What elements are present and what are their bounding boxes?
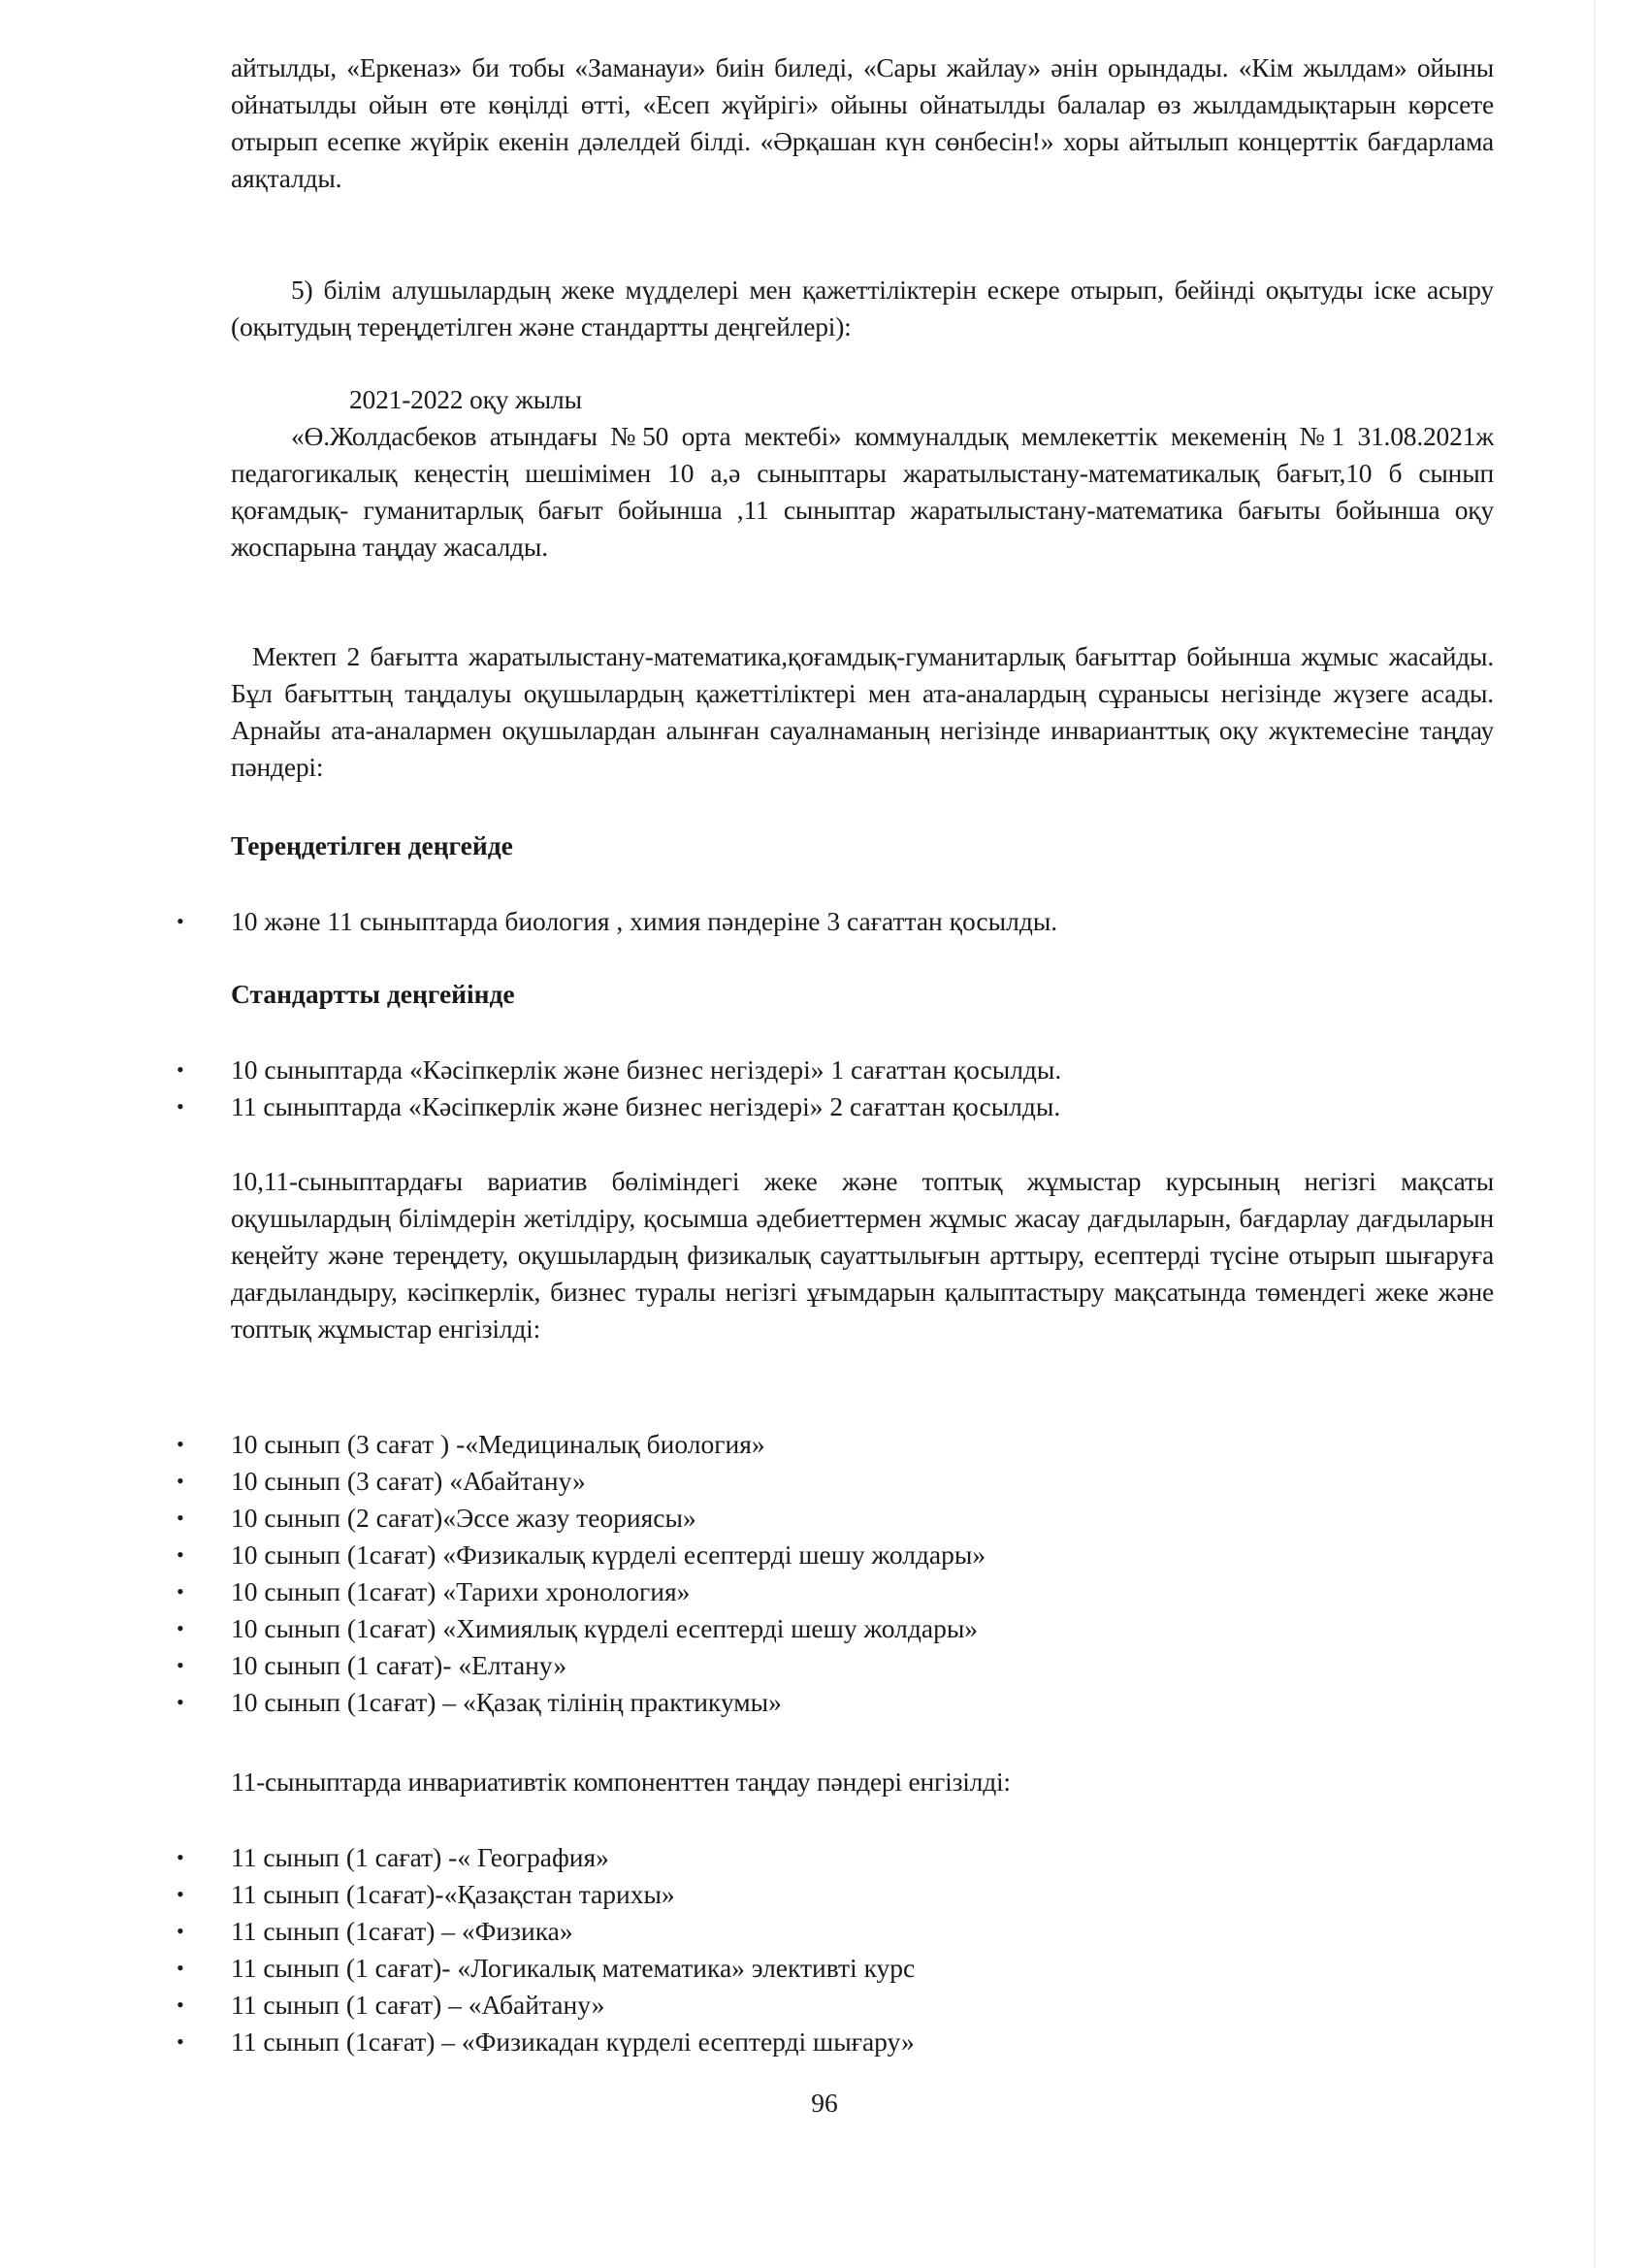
bullet-icon: • (177, 1616, 184, 1640)
scan-edge-line (1594, 0, 1596, 2268)
list-item: • 11 сынып (1сағат) – «Физикадан күрделі есептерді шығару» (231, 2024, 1494, 2060)
grade10-courses-list (177, 1426, 1494, 1721)
list-item: • 10 және 11 сыныптарда биология , химия пәндеріне 3 сағаттан қосылды. (231, 903, 1494, 940)
item5-paragraph: 5) білім алушылардың жеке мүдделері мен қажеттіліктерін ескере отырып, бейінді оқытуды іске асыру (оқытудың тереңдетілген және стандартты деңгейлері): (231, 275, 1494, 341)
variative-paragraph: 10,11-сыныптардағы вариатив бөліміндегі жеке және топтық жұмыстар курсының негізгі мақсаты оқушылардың білімдерін жетілдіру, қосымша әдебиеттермен жұмыс жасау дағдыларын, бағдарлау дағдыларын кеңейту және тереңдету, оқушылардың физикалық сауаттылығын арттыру, есептерді түсіне отырып шығаруға дағдыландыру, кәсіпкерлік, бизнес туралы негізгі ұғымдарын қалыптастыру мақсатында төмендегі жеке және топтық жұмыстар енгізілді: (231, 1166, 1494, 1344)
bullet-icon: • (177, 1506, 184, 1530)
list-item: • 10 сыныптарда «Кәсіпкерлік және бизнес негіздері» 1 сағаттан қосылды. (231, 1052, 1494, 1088)
page-number: 96 (811, 2088, 838, 2118)
advanced-level-heading: Тереңдетілген деңгейде (231, 830, 513, 860)
standard-level-list (177, 1052, 1494, 1125)
bullet-icon: • (177, 1432, 184, 1456)
list-item: • 11 сынып (1 сағат) – «Абайтану» (231, 1987, 1494, 2024)
list-item: • 10 сынып (3 сағат) «Абайтану» (231, 1463, 1494, 1500)
advanced-level-list (177, 903, 1494, 940)
bullet-icon: • (177, 1094, 184, 1118)
bullet-icon: • (177, 1653, 184, 1677)
list-item: • 11 сынып (1 сағат) -« География» (231, 1839, 1494, 1876)
list-item: • 11 сыныптарда «Кәсіпкерлік және бизнес негіздері» 2 сағаттан қосылды. (231, 1088, 1494, 1125)
list-item: • 11 сынып (1 сағат)- «Логикалық математика» элективті курс (231, 1950, 1494, 1987)
list-item: • 10 сынып (1 сағат)- «Елтану» (231, 1647, 1494, 1684)
grade11-courses-list (177, 1839, 1494, 2060)
bullet-icon: • (177, 909, 184, 933)
bullet-icon: • (177, 1882, 184, 1906)
academic-year: 2021-2022 оқу жылы (349, 384, 582, 414)
grade11-intro: 11-сыныптарда инвариативтік компоненттен таңдау пәндері енгізілді: (231, 1766, 1011, 1797)
standard-level-heading: Стандартты деңгейінде (231, 979, 515, 1009)
school-paragraph: Мектеп 2 бағытта жаратылыстану-математика,қоғамдық-гуманитарлық бағыттар бойынша жұмыс жасайды. Бұл бағыттың таңдалуы оқушылардың қажеттіліктері мен ата-аналардың сұранысы негізінде жүзеге асады. Арнайы ата-аналармен оқушылардан алынған сауалнаманың негізінде инварианттық оқу жүктемесіне таңдау пәндері: (231, 641, 1494, 782)
bullet-icon: • (177, 1956, 184, 1980)
intro-paragraph: айтылды, «Еркеназ» би тобы «Заманауи» биін биледі, «Сары жайлау» әнін орындады. «Кім жылдам» ойыны ойнатылды ойын өте көңілді өтті, «Есеп жүйрігі» ойыны ойнатылды балалар өз жылдамдықтарын көрсете отырып есепке жүйрік екенін дәлелдей білді. «Әрқашан күн сөнбесін!» хоры айтылып концерттік бағдарлама аяқталды. (231, 52, 1494, 193)
bullet-icon: • (177, 1845, 184, 1869)
list-item: • 10 сынып (1сағат) – «Қазақ тілінің практикумы» (231, 1684, 1494, 1721)
list-item: • 11 сынып (1сағат) – «Физика» (231, 1913, 1494, 1950)
bullet-icon: • (177, 1993, 184, 2017)
bullet-icon: • (177, 1469, 184, 1493)
bullet-icon: • (177, 2029, 184, 2054)
bullet-icon: • (177, 1579, 184, 1604)
bullet-icon: • (177, 1542, 184, 1567)
bullet-icon: • (177, 1690, 184, 1714)
list-item: • 10 сынып (1сағат) «Химиялық күрделі есептерді шешу жолдары» (231, 1610, 1494, 1647)
list-item: • 10 сынып (2 сағат)«Эссе жазу теориясы» (231, 1500, 1494, 1537)
list-item: • 10 сынып (1сағат) «Тарихи хронология» (231, 1573, 1494, 1610)
list-item: • 10 сынып (1сағат) «Физикалық күрделі есептерді шешу жолдары» (231, 1537, 1494, 1573)
bullet-icon: • (177, 1057, 184, 1082)
list-item: • 10 сынып (3 сағат ) -«Медициналық биология» (231, 1426, 1494, 1463)
decision-paragraph: «Ө.Жолдасбеков атындағы №50 орта мектебі» коммуналдық мемлекеттік мекеменің №1 31.08.2021ж педагогикалық кеңестің шешімімен 10 а,ә сыныптары жаратылыстану-математикалық бағыт,10 б сынып қоғамдық- гуманитарлық бағыт бойынша ,11 сыныптар жаратылыстану-математика бағыты бойынша оқу жоспарына таңдау жасалды. (231, 421, 1494, 562)
bullet-icon: • (177, 1919, 184, 1943)
list-item: • 11 сынып (1сағат)-«Қазақстан тарихы» (231, 1876, 1494, 1913)
